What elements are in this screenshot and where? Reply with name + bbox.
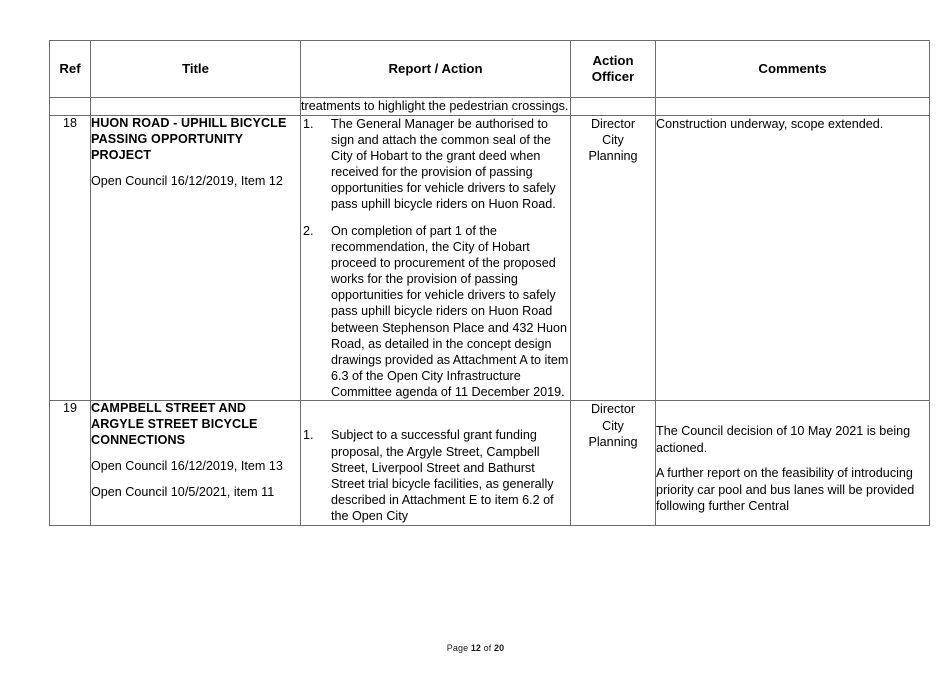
cell-action-officer xyxy=(571,98,656,115)
cell-title xyxy=(91,98,301,115)
action-officer-line: City xyxy=(602,418,624,433)
page-footer-total: 20 xyxy=(493,643,505,653)
page-footer-prefix: Page xyxy=(446,643,469,653)
comments-spacer xyxy=(656,401,929,423)
column-header-comments: Comments xyxy=(656,41,930,98)
cell-action-officer xyxy=(571,401,656,525)
column-header-title: Title xyxy=(91,41,301,98)
action-officer-line: Director xyxy=(590,116,636,131)
report-item-text: Subject to a successful grant funding proposal, the Argyle Street, Campbell Street, Liverpool Street and Bathurst Street trial bicycle facilities, as generally described in Attachment E to item 6.2 of the Open City xyxy=(331,428,554,524)
table-header xyxy=(50,41,930,98)
title-reference: Open Council 16/12/2019, Item 12 xyxy=(91,173,283,188)
title-heading: HUON ROAD - UPHILL BICYCLE PASSING OPPORTUNITY PROJECT xyxy=(91,115,287,162)
report-item-number: 1. xyxy=(303,116,314,131)
cell-title xyxy=(91,115,301,401)
table-row xyxy=(50,98,930,115)
report-item-text: On completion of part 1 of the recommendation, the City of Hobart proceed to procurement of the proposed works for the provision of passing opportunities for vehicle drivers to safely pass uphill bicycle riders on Huon Road between Stephenson Place and 432 Huon Road, as detailed in the concept design drawings provided as Attachment A to item 6.3 of the Open City Infrastructure Committee agenda of 11 December 2019. xyxy=(331,223,569,400)
cell-comments xyxy=(656,401,930,525)
table-body xyxy=(50,98,930,525)
page-footer-middle: of xyxy=(483,643,492,653)
comment-paragraph: Construction underway, scope extended. xyxy=(656,116,884,131)
comment-paragraph: A further report on the feasibility of introducing priority car pool and bus lanes will be provided following further Central xyxy=(656,466,915,513)
cell-title xyxy=(91,401,301,525)
report-item-number: 1. xyxy=(303,428,314,443)
cell-report-action xyxy=(301,401,571,525)
action-officer-line: Planning xyxy=(588,435,638,450)
report-carryover-text: treatments to highlight the pedestrian crossings. xyxy=(301,99,569,114)
action-items-table xyxy=(49,40,930,526)
report-item-number: 2. xyxy=(303,223,314,238)
cell-report-action xyxy=(301,98,571,115)
report-action-item xyxy=(301,223,570,401)
page-footer xyxy=(0,643,951,653)
table-row xyxy=(50,115,930,401)
column-header-action-officer xyxy=(571,41,656,98)
action-officer-line: Planning xyxy=(588,149,638,164)
report-action-list xyxy=(301,427,570,524)
report-action-item xyxy=(301,116,570,213)
report-action-list xyxy=(301,116,570,401)
table-header-row xyxy=(50,41,930,98)
cell-comments xyxy=(656,115,930,401)
report-spacer xyxy=(301,401,570,427)
cell-action-officer xyxy=(571,115,656,401)
action-officer-line: Director xyxy=(590,402,636,417)
table-row xyxy=(50,401,930,525)
cell-comments xyxy=(656,98,930,115)
title-reference: Open Council 10/5/2021, item 11 xyxy=(91,484,275,499)
action-officer-line: City xyxy=(602,132,624,147)
title-heading: CAMPBELL STREET AND ARGYLE STREET BICYCLE CONNECTIONS xyxy=(91,401,258,448)
cell-ref: 18 xyxy=(50,115,91,401)
title-reference: Open Council 16/12/2019, Item 13 xyxy=(91,459,283,474)
column-header-ref: Ref xyxy=(50,41,91,98)
comment-paragraph: The Council decision of 10 May 2021 is being actioned. xyxy=(656,424,911,455)
report-item-text: The General Manager be authorised to sign and attach the common seal of the City of Hobart to the grant deed when received for the provision of passing opportunities for vehicle drivers to safely pass uphill bicycle riders on Huon Road. xyxy=(331,116,556,212)
column-header-action-officer-line2: Officer xyxy=(591,69,635,85)
column-header-action-officer-line1: Action xyxy=(592,53,634,68)
cell-report-action xyxy=(301,115,571,401)
cell-ref xyxy=(50,98,91,115)
cell-ref: 19 xyxy=(50,401,91,525)
column-header-report-action: Report / Action xyxy=(301,41,571,98)
report-action-item xyxy=(301,427,570,524)
page-footer-current: 12 xyxy=(470,643,482,653)
